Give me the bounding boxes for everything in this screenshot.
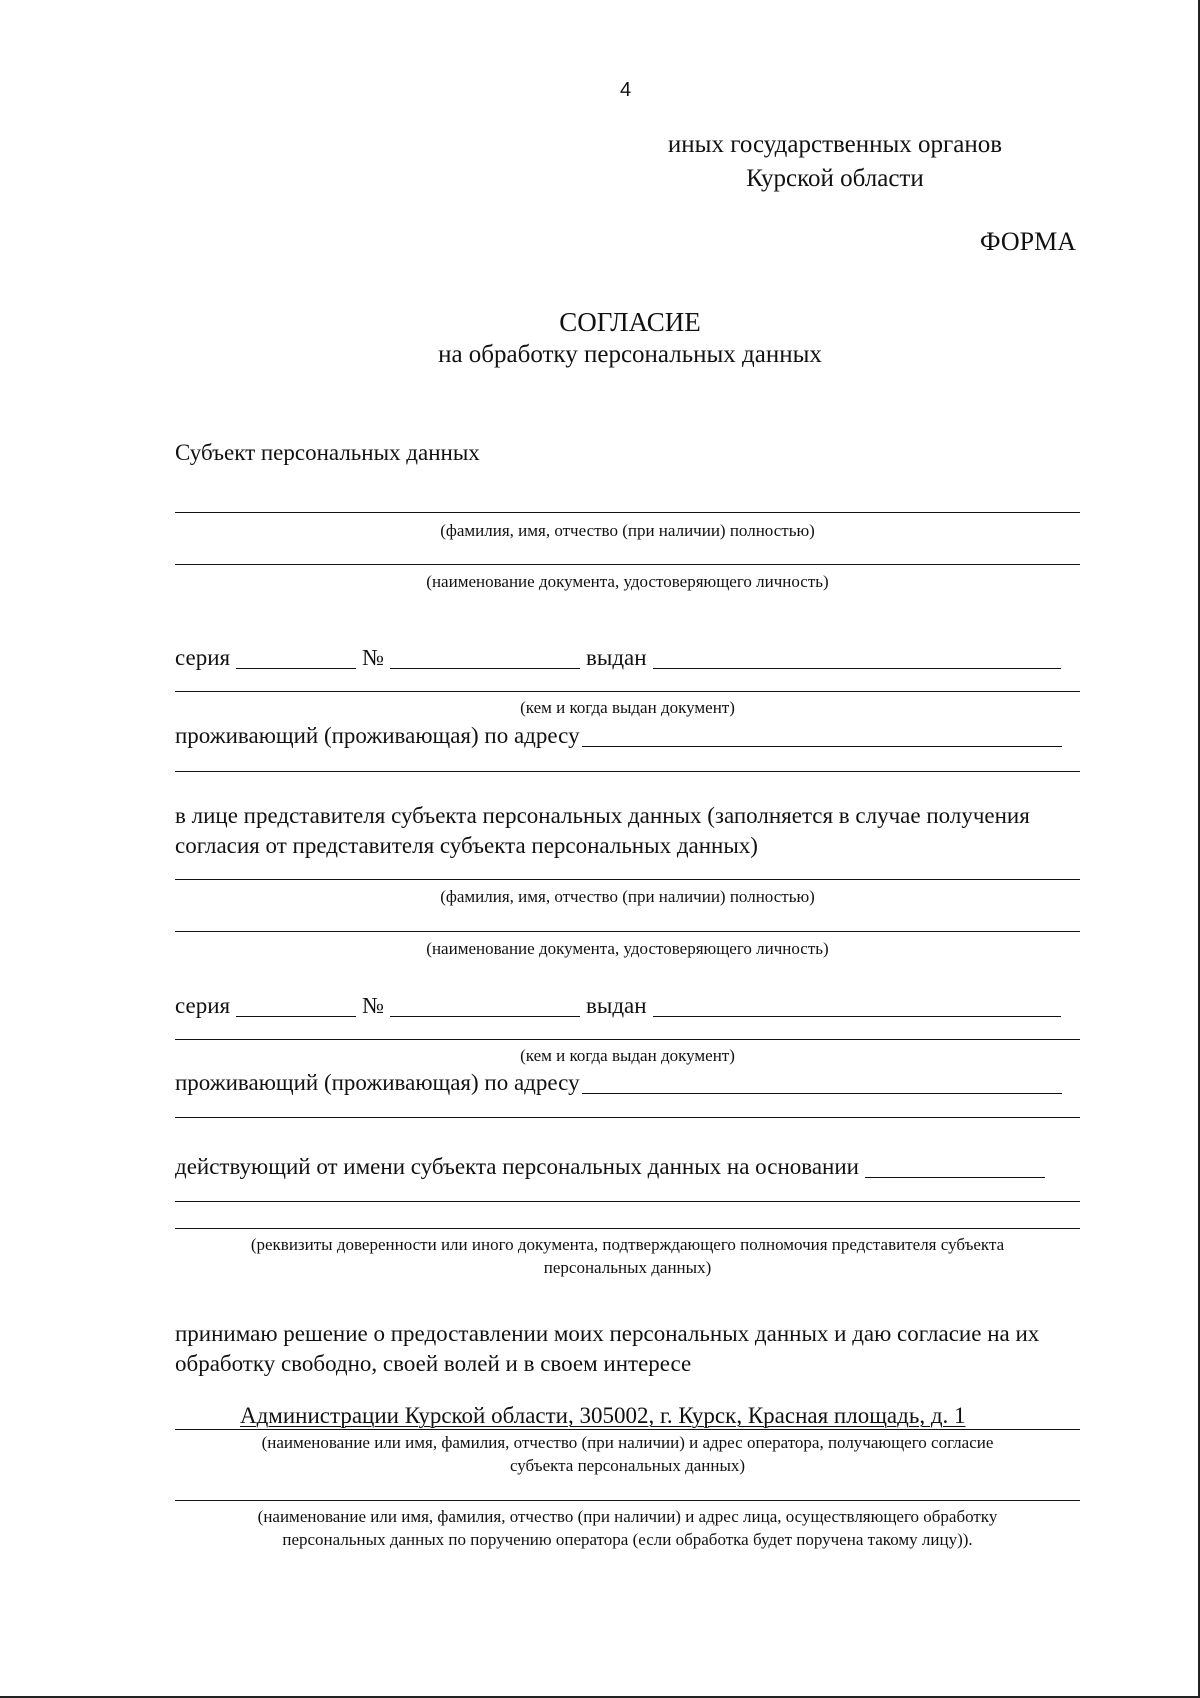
subject-address-row [175,724,1068,747]
subject-doc-caption: (наименование документа, удостоверяющего личность) [426,572,829,591]
representative-acting-label: действующий от имени субъекта персональных данных на основании [175,1154,859,1179]
subject-passport-row [175,646,1067,669]
representative-fio-field[interactable] [175,879,1080,880]
representative-passport-row [175,994,1067,1017]
representative-issued-field[interactable] [653,1015,1061,1017]
operator-caption-2: субъекта персональных данных) [509,1456,746,1475]
representative-series-field[interactable] [236,1015,356,1017]
subject-fio-caption: (фамилия, имя, отчество (при наличии) полностью) [440,521,815,540]
subject-issued-label: выдан [586,645,647,670]
document-subtitle: на обработку персональных данных [438,341,822,368]
subject-issued-field-2[interactable] [175,691,1080,692]
representative-address-row [175,1071,1068,1094]
subject-number-label: № [362,645,385,670]
representative-series-label: серия [175,993,231,1018]
representative-acting-field[interactable] [865,1176,1045,1178]
operator-value: Администрации Курской области, 305002, г. Курск, Красная площадь, д. 1 [240,1403,966,1428]
subject-series-field[interactable] [236,667,356,669]
subject-doc-field[interactable] [175,564,1080,565]
representative-intro-line-2: согласия от представителя субъекта персональных данных) [175,833,758,858]
representative-issued-caption: (кем и когда выдан документ) [520,1046,735,1065]
decision-line-1: принимаю решение о предоставлении моих персональных данных и даю согласие на их [175,1321,1040,1346]
representative-address-field-2[interactable] [175,1117,1080,1118]
processor-field[interactable] [175,1500,1080,1501]
subject-label: Субъект персональных данных [175,440,480,465]
header-line-2: Курской области [746,165,924,192]
representative-power-caption-2: персональных данных) [543,1258,712,1277]
form-label: ФОРМА [980,227,1076,256]
representative-power-caption-1: (реквизиты доверенности или иного документа, подтверждающего полномочия представителя субъекта [250,1235,1005,1254]
subject-number-field[interactable] [390,667,580,669]
subject-series-label: серия [175,645,231,670]
processor-caption-1: (наименование или имя, фамилия, отчество (при наличии) и адрес лица, осуществляющего обработку [257,1507,998,1526]
subject-address-field-2[interactable] [175,771,1080,772]
representative-acting-row [175,1155,1051,1178]
representative-address-field[interactable] [582,1092,1062,1094]
page-number: 4 [620,79,632,101]
representative-doc-caption: (наименование документа, удостоверяющего личность) [426,939,829,958]
subject-fio-field[interactable] [175,512,1080,513]
subject-issued-field[interactable] [653,667,1061,669]
processor-caption-2: персональных данных по поручению оператора (если обработка будет поручена такому лицу)). [282,1530,973,1549]
representative-doc-field[interactable] [175,931,1080,932]
subject-issued-caption: (кем и когда выдан документ) [520,698,735,717]
operator-caption-1: (наименование или имя, фамилия, отчество (при наличии) и адрес оператора, получающего согласие [261,1433,994,1452]
representative-issued-label: выдан [586,993,647,1018]
representative-power-field-1[interactable] [175,1201,1080,1202]
representative-power-field-2[interactable] [175,1228,1080,1229]
representative-number-label: № [362,993,385,1018]
representative-fio-caption: (фамилия, имя, отчество (при наличии) полностью) [440,887,815,906]
decision-line-2: обработку свободно, своей волей и в своем интересе [175,1351,692,1376]
representative-number-field[interactable] [390,1015,580,1017]
subject-address-field[interactable] [582,745,1062,747]
representative-issued-field-2[interactable] [175,1039,1080,1040]
document-title: СОГЛАСИЕ [559,307,701,337]
subject-address-label: проживающий (проживающая) по адресу [175,723,580,748]
operator-field[interactable] [175,1429,1080,1430]
representative-intro-line-1: в лице представителя субъекта персональных данных (заполняется в случае получения [175,803,1030,828]
header-line-1: иных государственных органов [667,131,1003,158]
representative-address-label: проживающий (проживающая) по адресу [175,1070,580,1095]
